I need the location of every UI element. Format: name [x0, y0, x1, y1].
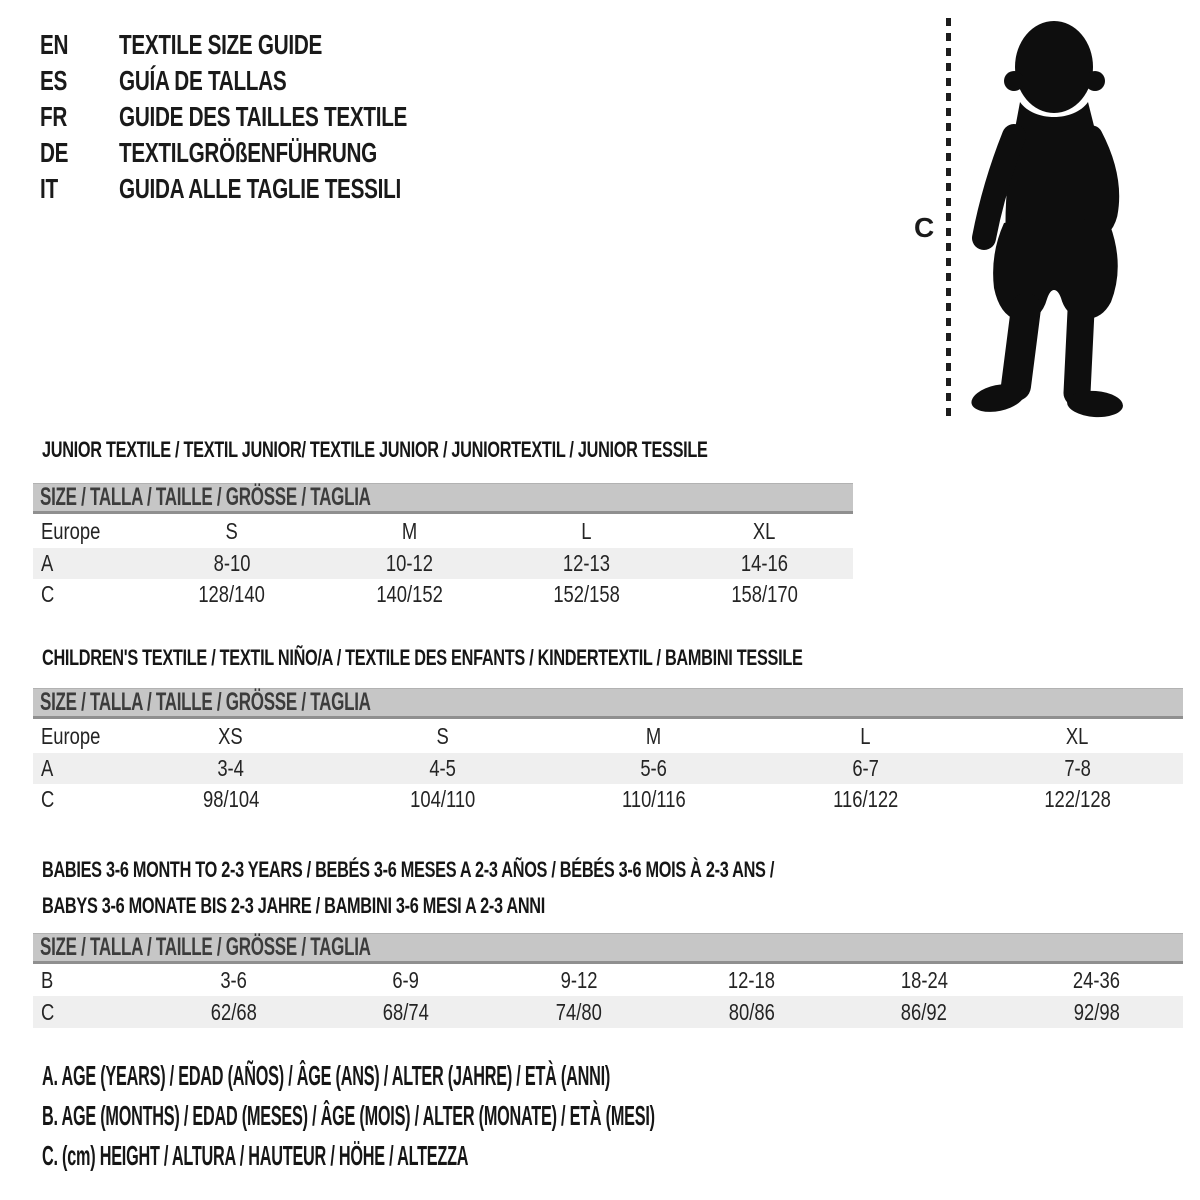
legend-line-b: B. AGE (MONTHS) / EDAD (MESES) / ÂGE (MOIS) / ALTER (MONATE) / ETÀ (MESI)	[42, 1100, 655, 1131]
size-column-header: S	[225, 517, 238, 544]
childrens-height-row	[33, 784, 1183, 815]
language-code: IT	[40, 173, 58, 204]
language-row-fr	[40, 99, 508, 135]
table-cell: 104/110	[409, 786, 475, 812]
region-label: Europe	[41, 722, 101, 749]
table-cell: 74/80	[555, 998, 602, 1025]
table-cell: 122/128	[1043, 786, 1111, 812]
size-column-header: XS	[218, 722, 244, 749]
childrens-columns-header-row	[33, 719, 1183, 753]
language-row-de	[40, 135, 508, 171]
language-title-list	[40, 27, 508, 207]
table-cell: 24-36	[1073, 966, 1121, 993]
measure-legend	[42, 1056, 1099, 1176]
babies-section-title-line1: BABIES 3-6 MONTH TO 2-3 YEARS / BEBÉS 3-6 MESES A 2-3 AÑOS / BÉBÉS 3-6 MOIS À 2-3 ANS /	[42, 857, 775, 882]
junior-age-row	[33, 548, 853, 579]
table-cell: 14-16	[740, 550, 788, 576]
size-column-header: XL	[752, 517, 776, 544]
language-row-it	[40, 171, 508, 207]
height-figure	[900, 0, 1200, 440]
table-cell: 140/152	[375, 581, 443, 607]
babies-age-months-row	[33, 964, 1183, 996]
table-cell: 4-5	[429, 755, 456, 781]
size-column-header: L	[581, 517, 592, 544]
row-label: A	[41, 550, 54, 576]
babies-section-title-line2: BABYS 3-6 MONATE BIS 2-3 JAHRE / BAMBINI 3-6 MESI A 2-3 ANNI	[42, 893, 545, 918]
row-label: C	[41, 581, 55, 607]
table-cell: 5-6	[640, 755, 668, 781]
size-column-header: XL	[1065, 722, 1089, 749]
table-cell: 68/74	[382, 998, 430, 1025]
language-row-en	[40, 27, 508, 63]
language-code: DE	[40, 137, 69, 168]
row-label: C	[41, 786, 55, 812]
legend-line-a: A. AGE (YEARS) / EDAD (AÑOS) / ÂGE (ANS) / ALTER (JAHRE) / ETÀ (ANNI)	[42, 1060, 611, 1091]
size-column-header: M	[646, 722, 662, 749]
table-cell: 98/104	[202, 786, 259, 812]
junior-size-header-bar: SIZE / TALLA / TAILLE / GRÖSSE / TAGLIA	[33, 483, 853, 514]
table-cell: 92/98	[1073, 998, 1120, 1025]
guide-title-it: GUIDA ALLE TAGLIE TESSILI	[119, 173, 401, 204]
junior-height-row	[33, 579, 853, 610]
table-cell: 86/92	[900, 998, 948, 1025]
legend-line-c: C. (cm) HEIGHT / ALTURA / HAUTEUR / HÖHE / ALTEZZA	[42, 1140, 469, 1171]
junior-textile-section	[33, 437, 853, 610]
table-cell: 158/170	[730, 581, 798, 607]
childrens-textile-section	[33, 645, 1183, 815]
guide-title-de: TEXTILGRÖßENFÜHRUNG	[119, 137, 377, 168]
table-cell: 7-8	[1063, 755, 1091, 781]
toddler-silhouette-icon	[964, 18, 1134, 418]
table-cell: 110/116	[622, 786, 686, 812]
table-cell: 116/122	[833, 786, 899, 812]
language-code: ES	[40, 65, 68, 96]
table-cell: 3-4	[217, 755, 245, 781]
row-label: A	[41, 755, 54, 781]
table-cell: 152/158	[553, 581, 620, 607]
size-column-header: M	[401, 517, 417, 544]
table-cell: 18-24	[900, 966, 948, 993]
babies-height-row	[33, 996, 1183, 1028]
childrens-size-header-bar: SIZE / TALLA / TAILLE / GRÖSSE / TAGLIA	[33, 688, 1183, 719]
size-column-header: L	[860, 722, 871, 749]
size-column-header: S	[436, 722, 449, 749]
guide-title-es: GUÍA DE TALLAS	[119, 65, 287, 96]
table-cell: 62/68	[210, 998, 257, 1025]
table-cell: 10-12	[385, 550, 433, 576]
table-cell: 12-18	[727, 966, 775, 993]
table-cell: 9-12	[560, 966, 598, 993]
row-label: C	[41, 998, 55, 1025]
table-cell: 128/140	[198, 581, 265, 607]
table-cell: 6-9	[392, 966, 420, 993]
guide-title-en: TEXTILE SIZE GUIDE	[119, 29, 323, 60]
table-cell: 8-10	[213, 550, 251, 576]
childrens-section-title: CHILDREN'S TEXTILE / TEXTIL NIÑO/A / TEXTILE DES ENFANTS / KINDERTEXTIL / BAMBINI TESSILE	[42, 645, 803, 670]
guide-title-fr: GUIDE DES TAILLES TEXTILE	[119, 101, 408, 132]
childrens-age-row	[33, 753, 1183, 784]
table-cell: 12-13	[563, 550, 611, 576]
babies-textile-section	[33, 852, 1183, 1028]
region-label: Europe	[41, 517, 101, 544]
junior-section-title: JUNIOR TEXTILE / TEXTIL JUNIOR/ TEXTILE JUNIOR / JUNIORTEXTIL / JUNIOR TESSILE	[42, 437, 708, 462]
language-row-es	[40, 63, 508, 99]
babies-size-header-bar: SIZE / TALLA / TAILLE / GRÖSSE / TAGLIA	[33, 933, 1183, 964]
table-cell: 6-7	[852, 755, 879, 781]
table-cell: 80/86	[728, 998, 775, 1025]
language-code: FR	[40, 101, 68, 132]
table-cell: 3-6	[220, 966, 247, 993]
height-measure-dashed-line	[946, 18, 951, 416]
row-label: B	[41, 966, 54, 993]
junior-columns-header-row	[33, 514, 853, 548]
language-code: EN	[40, 29, 69, 60]
height-measure-label: C	[914, 212, 935, 243]
